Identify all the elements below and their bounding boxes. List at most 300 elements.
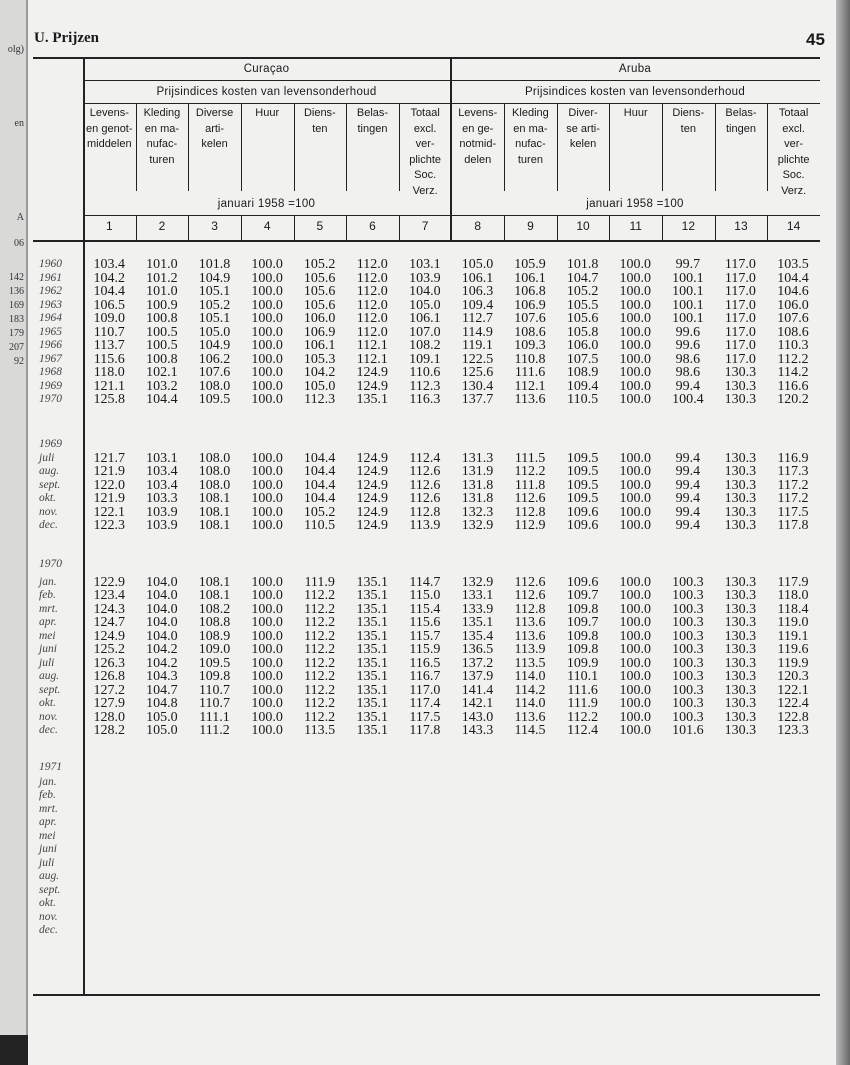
table-cell: 114.5 <box>514 723 546 738</box>
table-cell: 132.3 <box>461 504 494 520</box>
table-cell: 135.1 <box>356 601 389 617</box>
table-cell: 112.6 <box>409 491 441 506</box>
table-cell: 114.9 <box>461 324 493 340</box>
table-cell: 111.5 <box>514 450 546 466</box>
margin-fragment: en <box>14 118 24 129</box>
table-cell: 100.0 <box>619 504 651 520</box>
table-cell: 100.0 <box>251 709 283 725</box>
table-cell: 109.7 <box>566 615 599 630</box>
column-number: 4 <box>263 219 271 233</box>
table-cell: 109.8 <box>198 669 231 684</box>
table-cell: 121.1 <box>93 378 126 394</box>
table-row <box>33 684 823 698</box>
row-label: apr. <box>39 616 57 628</box>
table-cell: 112.1 <box>356 338 388 353</box>
table-cell: 107.6 <box>777 311 809 326</box>
column-divider <box>399 103 400 191</box>
column-divider <box>294 215 295 240</box>
table-cell: 111.9 <box>304 574 335 590</box>
table-cell: 117.0 <box>724 297 756 313</box>
table-cell: 124.9 <box>356 365 389 380</box>
table-cell: 124.9 <box>93 628 126 644</box>
table-cell: 100.0 <box>251 669 283 684</box>
table-cell: 100.0 <box>619 297 651 313</box>
column-header: Levens- en ge- notmid- delen <box>458 107 498 166</box>
column-number: 3 <box>211 219 218 233</box>
table-row <box>33 843 823 857</box>
table-cell: 112.0 <box>356 311 388 326</box>
column-number: 14 <box>786 219 801 233</box>
table-cell: 108.1 <box>198 574 231 590</box>
table-row <box>33 506 823 520</box>
table-cell: 122.9 <box>93 574 126 590</box>
table-cell: 125.8 <box>93 392 126 407</box>
table-row <box>33 803 823 817</box>
table-cell: 100.0 <box>251 682 283 698</box>
table-row <box>33 924 823 938</box>
table-cell: 112.0 <box>356 324 388 340</box>
table-cell: 99.4 <box>675 491 701 506</box>
table-cell: 137.7 <box>461 392 494 407</box>
table-cell: 114.2 <box>514 682 546 698</box>
table-cell: 100.5 <box>146 324 178 340</box>
table-cell: 119.9 <box>777 655 809 671</box>
table-cell: 103.9 <box>146 518 178 533</box>
table-cell: 108.0 <box>198 378 231 394</box>
table-cell: 100.0 <box>251 464 283 479</box>
table-row <box>33 697 823 711</box>
table-cell: 111.6 <box>567 682 598 698</box>
table-cell: 100.3 <box>672 709 704 725</box>
table-cell: 100.0 <box>619 669 651 684</box>
margin-fragment: 142 <box>9 272 24 283</box>
row-label: juni <box>39 843 57 855</box>
table-cell: 105.2 <box>303 257 336 272</box>
table-cell: 104.4 <box>303 464 336 479</box>
table-cell: 100.0 <box>619 723 651 738</box>
table-row <box>33 576 823 590</box>
table-cell: 112.0 <box>356 270 388 286</box>
table-cell: 109.4 <box>566 378 599 394</box>
table-cell: 104.0 <box>146 615 178 630</box>
table-cell: 99.4 <box>675 518 701 533</box>
table-cell: 114.0 <box>514 669 546 684</box>
column-number: 13 <box>734 219 748 233</box>
table-cell: 100.9 <box>146 297 178 313</box>
table-cell: 112.2 <box>304 696 336 711</box>
table-cell: 109.6 <box>566 518 599 533</box>
table-cell: 130.4 <box>461 378 494 394</box>
table-cell: 113.5 <box>304 723 336 738</box>
table-cell: 104.7 <box>566 270 599 286</box>
table-cell: 112.0 <box>356 284 388 299</box>
table-cell: 100.4 <box>672 392 704 407</box>
table-cell: 121.7 <box>93 450 126 466</box>
table-cell: 112.4 <box>567 723 599 738</box>
adjacent-page-edge <box>0 0 28 1065</box>
table-cell: 109.8 <box>566 628 599 644</box>
table-cell: 105.6 <box>303 270 336 286</box>
table-cell: 100.0 <box>619 450 651 466</box>
table-cell: 113.6 <box>514 628 546 644</box>
table-cell: 112.6 <box>409 464 441 479</box>
table-cell: 112.0 <box>356 257 388 272</box>
table-cell: 117.5 <box>777 504 809 520</box>
margin-fragment: 183 <box>9 314 24 325</box>
table-cell: 104.8 <box>146 696 178 711</box>
table-row <box>33 312 823 326</box>
table-cell: 100.0 <box>251 574 283 590</box>
table-cell: 117.5 <box>409 709 441 725</box>
table-cell: 109.4 <box>461 297 494 313</box>
table-cell: 99.7 <box>675 257 701 272</box>
table-cell: 130.3 <box>724 669 757 684</box>
table-cell: 100.0 <box>619 378 651 394</box>
table-cell: 124.7 <box>93 615 126 630</box>
column-header: Diverse arti- kelen <box>195 107 234 150</box>
table-cell: 117.0 <box>724 351 756 367</box>
table-cell: 113.6 <box>514 709 546 725</box>
table-cell: 130.3 <box>724 477 757 493</box>
table-cell: 117.9 <box>777 574 809 590</box>
table-block <box>33 761 823 938</box>
table-cell: 122.1 <box>93 504 126 520</box>
table-cell: 108.0 <box>198 450 231 466</box>
table-cell: 104.0 <box>146 601 178 617</box>
table-cell: 100.0 <box>619 464 651 479</box>
table-cell: 130.3 <box>724 709 757 725</box>
table-cell: 100.0 <box>251 723 283 738</box>
table-cell: 130.3 <box>724 504 757 520</box>
row-label: 1967 <box>39 352 62 365</box>
table-row <box>33 339 823 353</box>
table-cell: 100.0 <box>251 491 283 506</box>
table-cell: 110.7 <box>93 324 125 340</box>
table-cell: 110.5 <box>567 392 599 407</box>
row-label: apr. <box>39 816 57 828</box>
table-cell: 112.0 <box>356 297 388 313</box>
table-cell: 110.8 <box>514 351 546 367</box>
table-cell: 124.9 <box>356 378 389 394</box>
table-cell: 111.8 <box>514 477 546 493</box>
column-divider <box>557 215 558 240</box>
table-cell: 104.9 <box>198 338 231 353</box>
table-cell: 106.1 <box>514 270 546 286</box>
column-number: 12 <box>681 219 695 233</box>
table-cell: 130.3 <box>724 588 757 603</box>
row-label: juli <box>39 856 55 869</box>
table-cell: 104.4 <box>777 270 809 286</box>
table-cell: 100.0 <box>619 311 651 326</box>
table-cell: 117.0 <box>724 324 756 340</box>
table-cell: 100.0 <box>251 615 283 630</box>
table-top-rule <box>33 57 820 59</box>
table-cell: 133.1 <box>461 588 494 603</box>
row-label: 1961 <box>39 271 62 284</box>
table-cell: 113.6 <box>514 615 546 630</box>
table-row <box>33 897 823 911</box>
table-cell: 122.8 <box>777 709 809 725</box>
table-cell: 103.2 <box>146 378 178 394</box>
table-cell: 108.8 <box>198 615 231 630</box>
table-cell: 100.3 <box>672 588 704 603</box>
table-cell: 130.3 <box>724 682 757 698</box>
table-cell: 107.5 <box>566 351 599 367</box>
column-number: 8 <box>474 219 482 233</box>
table-cell: 106.5 <box>93 297 126 313</box>
table-cell: 100.0 <box>619 642 651 657</box>
column-divider <box>346 103 347 191</box>
table-cell: 106.0 <box>303 311 336 326</box>
table-cell: 100.1 <box>672 270 704 286</box>
table-cell: 130.3 <box>724 601 757 617</box>
row-label: 1970 <box>39 393 62 405</box>
table-cell: 100.0 <box>251 588 283 603</box>
table-cell: 137.9 <box>461 669 494 684</box>
column-number: 6 <box>369 219 376 233</box>
table-cell: 131.9 <box>461 464 494 479</box>
column-divider <box>767 215 768 240</box>
table-cell: 123.4 <box>93 588 126 603</box>
table-cell: 135.1 <box>356 574 389 590</box>
table-cell: 104.0 <box>146 588 178 603</box>
column-number: 2 <box>158 219 166 233</box>
table-row <box>33 776 823 790</box>
table-cell: 115.0 <box>409 588 441 603</box>
table-cell: 105.0 <box>461 257 494 272</box>
row-label: mrt. <box>39 802 58 815</box>
table-cell: 112.2 <box>304 628 336 644</box>
table-block <box>33 258 823 407</box>
table-cell: 100.0 <box>251 628 283 644</box>
table-cell: 100.0 <box>619 601 651 617</box>
table-row <box>33 870 823 884</box>
table-cell: 114.2 <box>777 365 809 380</box>
table-cell: 133.9 <box>461 601 494 617</box>
table-cell: 112.1 <box>514 378 546 394</box>
table-cell: 120.3 <box>777 669 809 684</box>
table-cell: 105.8 <box>566 324 599 340</box>
table-cell: 132.9 <box>461 574 494 590</box>
table-cell: 135.1 <box>356 588 389 603</box>
table-cell: 105.0 <box>198 324 231 340</box>
table-cell: 100.0 <box>619 338 651 353</box>
table-block <box>33 438 823 533</box>
table-cell: 112.2 <box>304 709 336 725</box>
margin-fragment: 179 <box>9 328 24 339</box>
row-label: jan. <box>39 775 57 788</box>
table-cell: 104.2 <box>146 642 178 657</box>
table-cell: 113.7 <box>93 338 125 353</box>
row-label: nov. <box>39 910 58 923</box>
table-cell: 106.9 <box>303 324 336 340</box>
table-cell: 115.9 <box>409 642 441 657</box>
table-cell: 130.3 <box>724 392 757 407</box>
row-label: aug. <box>39 465 60 477</box>
table-cell: 100.0 <box>619 365 651 380</box>
table-cell: 104.4 <box>93 284 126 299</box>
row-label: sept. <box>39 683 61 696</box>
table-cell: 105.1 <box>198 284 231 299</box>
table-cell: 109.8 <box>566 642 599 657</box>
table-cell: 131.8 <box>461 491 494 506</box>
table-cell: 103.4 <box>146 464 178 479</box>
table-cell: 100.3 <box>672 682 704 698</box>
group-subtitle-aruba: Prijsindices kosten van levensonderhoud <box>524 86 746 98</box>
table-cell: 112.9 <box>514 518 546 533</box>
table-cell: 135.1 <box>356 696 389 711</box>
table-cell: 100.0 <box>619 696 651 711</box>
table-cell: 122.1 <box>777 682 809 698</box>
table-cell: 130.3 <box>724 491 757 506</box>
table-cell: 104.4 <box>303 450 336 466</box>
table-row <box>33 630 823 644</box>
table-cell: 114.7 <box>409 574 441 590</box>
table-row <box>33 816 823 830</box>
table-cell: 111.9 <box>567 696 598 711</box>
table-row <box>33 366 823 380</box>
table-cell: 106.1 <box>461 270 494 286</box>
column-divider <box>609 215 610 240</box>
block-period-label: 1969 <box>39 438 62 450</box>
group-subtitle-curacao: Prijsindices kosten van levensonderhoud <box>156 86 377 98</box>
column-divider <box>715 215 716 240</box>
table-cell: 104.4 <box>146 392 178 407</box>
table-cell: 130.3 <box>724 378 757 394</box>
column-number: 1 <box>105 219 113 233</box>
table-row <box>33 670 823 684</box>
table-cell: 117.0 <box>724 284 756 299</box>
block-period-label: 1971 <box>39 761 62 773</box>
table-cell: 124.9 <box>356 518 389 533</box>
row-label: aug. <box>39 670 60 682</box>
table-cell: 100.0 <box>251 365 283 380</box>
table-cell: 112.2 <box>304 669 336 684</box>
table-cell: 107.6 <box>198 365 231 380</box>
table-cell: 130.3 <box>724 574 757 590</box>
table-cell: 100.0 <box>251 324 283 340</box>
table-cell: 100.0 <box>619 477 651 493</box>
table-cell: 124.9 <box>356 450 389 466</box>
table-cell: 100.0 <box>251 518 283 533</box>
table-cell: 117.2 <box>777 491 809 506</box>
table-cell: 116.6 <box>777 378 809 394</box>
table-row <box>33 884 823 898</box>
table-cell: 109.3 <box>514 338 546 353</box>
column-header: Diver- se arti- kelen <box>566 107 600 150</box>
table-cell: 100.3 <box>672 669 704 684</box>
column-divider <box>557 103 558 191</box>
table-cell: 100.0 <box>619 351 651 367</box>
table-row <box>33 479 823 493</box>
table-cell: 108.9 <box>566 365 599 380</box>
table-cell: 104.2 <box>303 365 336 380</box>
column-header: Huur <box>255 107 280 119</box>
column-header: Totaal excl. ver- plichte Soc. Verz. <box>777 107 810 197</box>
column-divider <box>294 103 295 191</box>
table-cell: 100.8 <box>146 351 178 367</box>
group-title-curacao: Curaçao <box>243 63 290 75</box>
table-cell: 112.3 <box>409 378 441 394</box>
table-cell: 105.0 <box>409 297 441 313</box>
column-number: 7 <box>421 219 429 233</box>
table-cell: 117.3 <box>777 464 809 479</box>
row-label: sept. <box>39 478 61 491</box>
table-cell: 115.6 <box>409 615 441 630</box>
row-label: dec. <box>39 724 58 736</box>
table-cell: 105.0 <box>146 723 178 738</box>
table-cell: 115.4 <box>409 601 441 617</box>
row-label: dec. <box>39 519 58 531</box>
table-cell: 103.5 <box>777 257 809 272</box>
table-cell: 117.8 <box>409 723 441 738</box>
table-cell: 130.3 <box>724 696 757 711</box>
table-row <box>33 589 823 603</box>
table-cell: 100.0 <box>251 351 283 367</box>
table-cell: 117.0 <box>724 270 756 286</box>
table-cell: 119.6 <box>777 642 809 657</box>
table-cell: 105.9 <box>514 257 546 272</box>
table-cell: 117.0 <box>724 338 756 353</box>
table-cell: 124.9 <box>356 491 389 506</box>
margin-fragment: 06 <box>14 238 24 249</box>
row-label: mei <box>39 829 56 842</box>
column-divider <box>241 103 242 191</box>
table-cell: 135.4 <box>461 628 494 644</box>
table-cell: 116.9 <box>777 450 809 466</box>
column-header: Huur <box>623 107 648 119</box>
table-cell: 105.6 <box>303 297 336 313</box>
table-cell: 132.9 <box>461 518 494 533</box>
table-cell: 100.3 <box>672 642 704 657</box>
header-bottom-rule <box>33 240 820 242</box>
table-cell: 109.1 <box>409 351 441 367</box>
table-cell: 135.1 <box>356 669 389 684</box>
table-cell: 100.3 <box>672 655 704 671</box>
table-cell: 109.0 <box>93 311 126 326</box>
table-cell: 113.9 <box>409 518 441 533</box>
column-number: 5 <box>316 219 324 233</box>
column-header: Diens- ten <box>303 107 336 135</box>
table-cell: 100.0 <box>619 682 651 698</box>
column-divider <box>609 103 610 191</box>
table-row <box>33 711 823 725</box>
table-cell: 100.0 <box>619 615 651 630</box>
table-cell: 98.6 <box>675 365 701 380</box>
table-cell: 100.3 <box>672 574 704 590</box>
table-cell: 100.0 <box>619 628 651 644</box>
table-cell: 123.3 <box>777 723 809 738</box>
row-label: feb. <box>39 589 56 601</box>
table-cell: 100.0 <box>251 504 283 520</box>
row-label: 1966 <box>39 339 62 351</box>
table-cell: 130.3 <box>724 655 757 671</box>
table-cell: 118.4 <box>777 601 809 617</box>
column-divider <box>188 103 189 191</box>
table-cell: 99.6 <box>675 324 701 340</box>
table-cell: 100.0 <box>251 270 283 286</box>
column-header: Belas- tingen <box>725 107 757 135</box>
table-cell: 112.7 <box>461 311 493 326</box>
row-label: nov. <box>39 505 58 518</box>
table-cell: 100.0 <box>251 257 283 272</box>
table-cell: 104.2 <box>93 270 126 286</box>
block-period-label: 1970 <box>39 558 62 570</box>
margin-fragment: 92 <box>14 356 24 367</box>
row-label: 1962 <box>39 285 62 297</box>
table-cell: 108.1 <box>198 491 231 506</box>
table-cell: 120.2 <box>777 392 809 407</box>
